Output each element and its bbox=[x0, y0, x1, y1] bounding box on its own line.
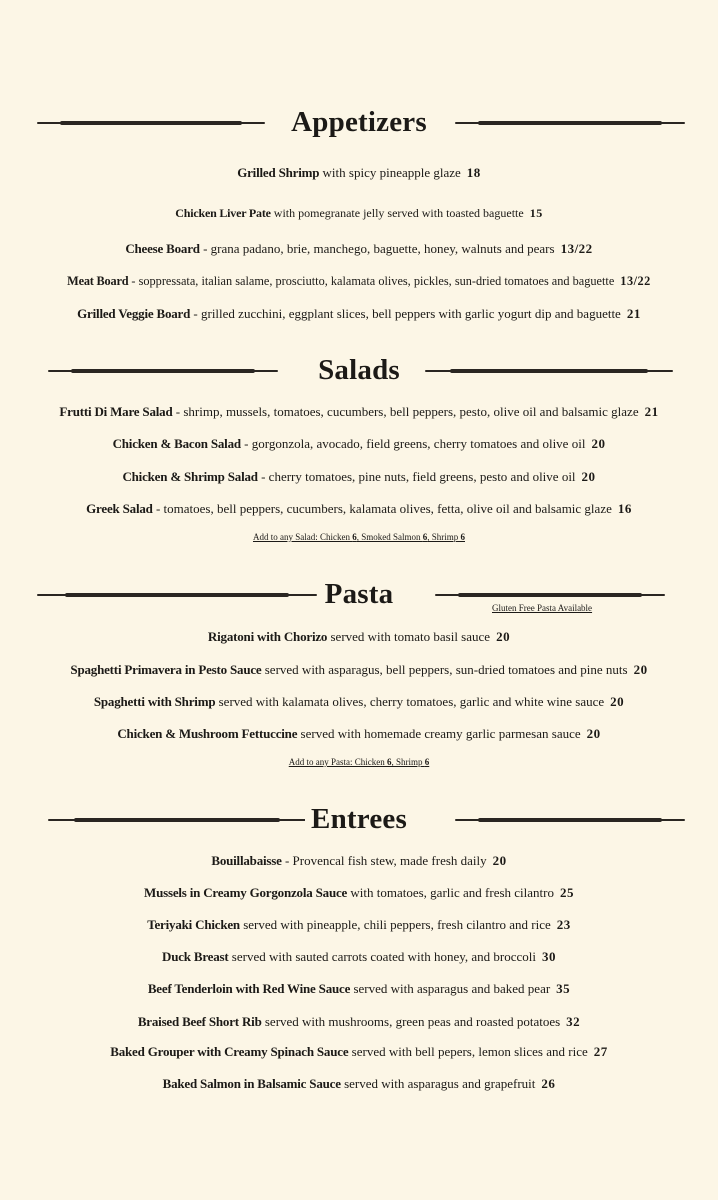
item-name: Teriyaki Chicken bbox=[147, 917, 240, 932]
item-name: Grilled Shrimp bbox=[237, 165, 320, 180]
item-price: 32 bbox=[566, 1014, 581, 1029]
item-name: Chicken Liver Pate bbox=[175, 206, 271, 220]
item-name: Greek Salad bbox=[86, 501, 153, 516]
item-name: Spaghetti with Shrimp bbox=[93, 694, 216, 709]
item-desc: served with asparagus, bell peppers, sun-dried tomatoes and pine nuts bbox=[261, 662, 628, 677]
item-price: 25 bbox=[559, 885, 574, 900]
item-desc: served with sauted carrots coated with honey, and broccoli bbox=[228, 949, 536, 964]
item-price: 30 bbox=[542, 949, 556, 964]
item-name: Rigatoni with Chorizo bbox=[207, 629, 328, 644]
item-name: Meat Board bbox=[67, 274, 129, 288]
menu-item bbox=[0, 917, 718, 933]
divider-left bbox=[48, 370, 278, 372]
section-title: Entrees bbox=[305, 803, 413, 836]
item-price: 15 bbox=[529, 206, 543, 220]
section-title: Pasta bbox=[319, 578, 400, 611]
salads-header bbox=[0, 352, 718, 388]
item-desc: - tomatoes, bell peppers, cucumbers, kalamata olives, fetta, olive oil and balsamic glaze bbox=[152, 501, 612, 516]
pasta-header bbox=[0, 576, 718, 612]
item-desc: - grana padano, brie, manchego, baguette, honey, walnuts and pears bbox=[199, 241, 555, 256]
item-price: 20 bbox=[581, 469, 596, 484]
divider-right bbox=[435, 594, 665, 596]
menu-item bbox=[0, 949, 718, 965]
appetizers-header bbox=[0, 104, 718, 140]
item-desc: served with asparagus and baked pear bbox=[350, 981, 551, 996]
item-desc: served with asparagus and grapefruit bbox=[340, 1076, 536, 1091]
item-name: Duck Breast bbox=[162, 949, 229, 964]
menu-item bbox=[0, 436, 718, 452]
item-name: Grilled Veggie Board bbox=[77, 306, 191, 321]
item-desc: - gorgonzola, avocado, field greens, cherry tomatoes and olive oil bbox=[240, 436, 586, 451]
section-title: Salads bbox=[312, 354, 406, 387]
menu-item bbox=[0, 205, 718, 221]
menu-item bbox=[0, 629, 718, 645]
item-desc: served with mushrooms, green peas and roasted potatoes bbox=[261, 1014, 561, 1029]
item-name: Frutti Di Mare Salad bbox=[59, 404, 173, 419]
item-price: 27 bbox=[593, 1044, 608, 1059]
gluten-free-note: Gluten Free Pasta Available bbox=[492, 603, 593, 613]
item-desc: served with homemade creamy garlic parmesan sauce bbox=[297, 726, 581, 741]
entrees-header bbox=[0, 801, 718, 837]
item-name: Chicken & Shrimp Salad bbox=[122, 469, 258, 484]
divider-right bbox=[455, 122, 685, 124]
item-desc: - grilled zucchini, eggplant slices, bell peppers with garlic yogurt dip and baguette bbox=[190, 306, 621, 321]
item-price: 20 bbox=[633, 662, 648, 677]
menu-item bbox=[0, 1044, 718, 1060]
item-desc: - cherry tomatoes, pine nuts, field greens, pesto and olive oil bbox=[257, 469, 576, 484]
item-name: Baked Grouper with Creamy Spinach Sauce bbox=[110, 1044, 349, 1059]
item-name: Spaghetti Primavera in Pesto Sauce bbox=[70, 662, 262, 677]
menu-item bbox=[0, 981, 718, 997]
menu-item bbox=[0, 273, 718, 289]
item-price: 13/22 bbox=[560, 241, 593, 256]
item-desc: served with pineapple, chili peppers, fresh cilantro and rice bbox=[239, 917, 551, 932]
item-desc: served with tomato basil sauce bbox=[327, 629, 491, 644]
menu-item bbox=[0, 662, 718, 678]
menu-item bbox=[0, 501, 718, 517]
item-desc: with tomatoes, garlic and fresh cilantro bbox=[347, 885, 554, 900]
menu-item bbox=[0, 1014, 718, 1030]
pasta-addon-note: Add to any Pasta: Chicken 6, Shrimp 6 bbox=[288, 757, 430, 767]
menu-item bbox=[0, 694, 718, 710]
menu-item bbox=[0, 853, 718, 869]
item-desc: with pomegranate jelly served with toasted baguette bbox=[270, 206, 524, 220]
menu-item bbox=[0, 885, 718, 901]
menu-item bbox=[0, 1076, 718, 1092]
item-price: 16 bbox=[617, 501, 632, 516]
item-price: 21 bbox=[644, 404, 659, 419]
menu-item bbox=[0, 165, 718, 181]
item-name: Chicken & Bacon Salad bbox=[112, 436, 241, 451]
menu-item bbox=[0, 404, 718, 420]
item-price: 26 bbox=[541, 1076, 556, 1091]
item-name: Cheese Board bbox=[125, 241, 200, 256]
item-name: Bouillabaisse bbox=[211, 853, 282, 868]
item-desc: with spicy pineapple glaze bbox=[319, 165, 461, 180]
item-price: 20 bbox=[586, 726, 601, 741]
divider-right bbox=[455, 819, 685, 821]
item-name: Beef Tenderloin with Red Wine Sauce bbox=[147, 981, 351, 996]
item-desc: - soppressata, italian salame, prosciutto, kalamata olives, pickles, sun-dried tomatoes and baguette bbox=[128, 274, 615, 288]
divider-right bbox=[425, 370, 673, 372]
section-title: Appetizers bbox=[285, 106, 433, 139]
item-desc: served with bell pepers, lemon slices and rice bbox=[348, 1044, 588, 1059]
menu-item bbox=[0, 726, 718, 742]
menu-item bbox=[0, 306, 718, 322]
item-desc: - Provencal fish stew, made fresh daily bbox=[281, 853, 487, 868]
item-name: Mussels in Creamy Gorgonzola Sauce bbox=[144, 885, 348, 900]
salad-addon-note: Add to any Salad: Chicken 6, Smoked Salmon 6, Shrimp 6 bbox=[252, 532, 465, 542]
divider-left bbox=[48, 819, 306, 821]
item-price: 35 bbox=[556, 981, 571, 996]
divider-left bbox=[37, 122, 265, 124]
item-price: 20 bbox=[591, 436, 606, 451]
item-price: 21 bbox=[626, 306, 641, 321]
item-desc: served with kalamata olives, cherry tomatoes, garlic and white wine sauce bbox=[215, 694, 605, 709]
item-name: Chicken & Mushroom Fettuccine bbox=[117, 726, 298, 741]
menu-item bbox=[0, 241, 718, 257]
item-price: 20 bbox=[610, 694, 625, 709]
item-price: 20 bbox=[492, 853, 507, 868]
menu-item bbox=[0, 469, 718, 485]
item-price: 18 bbox=[466, 165, 481, 180]
item-price: 20 bbox=[496, 629, 511, 644]
item-price: 13/22 bbox=[620, 274, 651, 288]
item-name: Braised Beef Short Rib bbox=[137, 1014, 262, 1029]
divider-left bbox=[37, 594, 317, 596]
item-desc: - shrimp, mussels, tomatoes, cucumbers, bell peppers, pesto, olive oil and balsamic glaze bbox=[172, 404, 639, 419]
item-name: Baked Salmon in Balsamic Sauce bbox=[162, 1076, 341, 1091]
item-price: 23 bbox=[556, 917, 571, 932]
